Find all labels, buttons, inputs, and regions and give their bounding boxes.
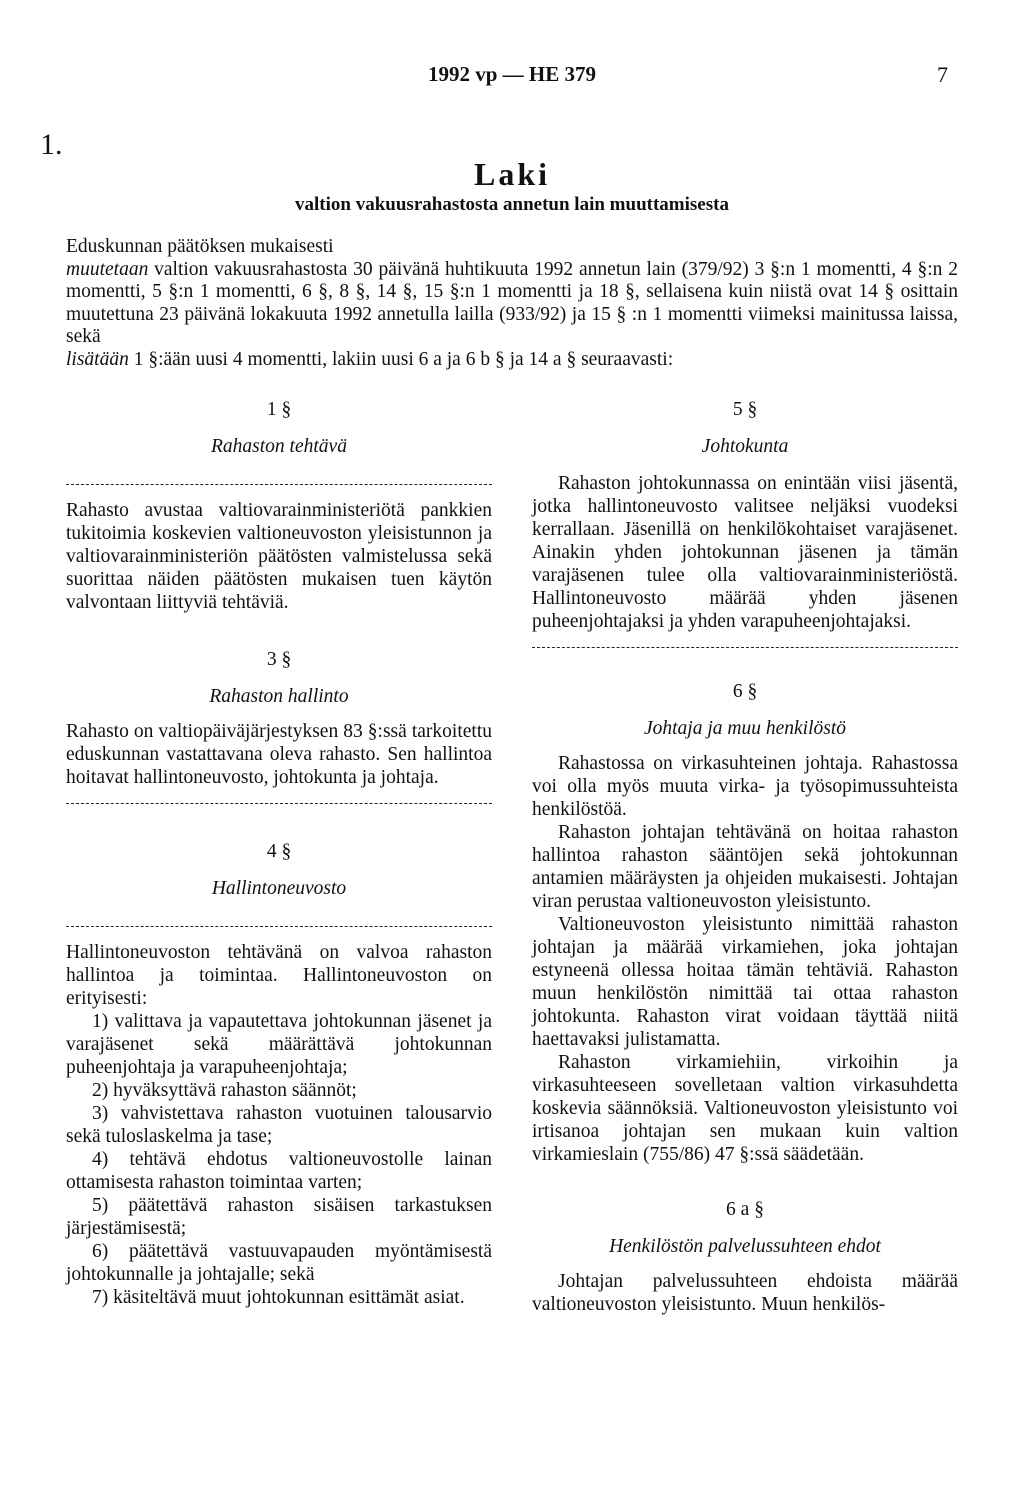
section-3-text: Rahasto on valtiopäiväjärjestyksen 83 §:ssä tarkoitettu eduskunnan vastattavana oleva rahasto. Sen hallintoa hoitavat hallintoneuvosto, johtokunta ja johtaja. <box>66 721 492 788</box>
section-6-number: 6 § <box>732 681 758 702</box>
section-3-number: 3 § <box>266 649 292 670</box>
section-6a-text: Johtajan palvelussuhteen ehdoista määrää valtioneuvoston yleisistunto. Muun henkilös- <box>532 1271 958 1315</box>
amend-text: valtion vakuusrahastosta 30 päivänä huhtikuuta 1992 annetun lain (379/92) 3 §:n 1 momentti, 4 §:n 2 momentti, 5 §:n 1 momentti, 6 §, 8 §, 14 §, 15 §:n 1 momentti ja 18 §, sellaisena kuin niistä ovat 14 § osittain muutettuna 23 päivänä lokakuuta 1992 annetulla lailla (933/92) ja 15 § :n 1 momentti viimeksi mainitussa laissa, sekä <box>66 258 958 347</box>
section-6a-number: 6 a § <box>726 1199 764 1220</box>
section-5-title: Johtokunta <box>701 436 789 457</box>
section-4-intro: Hallintoneuvoston tehtävänä on valvoa rahaston hallintoa ja toimintaa. Hallintoneuvoston on erityisesti: <box>66 942 492 1009</box>
section-4-title: Hallintoneuvosto <box>211 878 347 899</box>
preamble <box>66 236 958 371</box>
section-6-paragraph: Valtioneuvoston yleisistunto nimittää rahaston johtajan ja määrää virkamiehen, joka johtajan estyneenä ollessa hoitaa tämän tehtäviä. Rahaston muun henkilöstön nimittää tai ottaa rahaston johtokunta. Rahaston virat voidaan täyttää niitä haettavaksi julistamatta. <box>532 914 958 1050</box>
list-item: 4) tehtävä ehdotus valtioneuvostolle lainan ottamisesta rahaston toimintaa varten; <box>66 1149 492 1193</box>
list-item: 6) päätettävä vastuuvapauden myöntämisestä johtokunnalle ja johtajalle; sekä <box>66 1241 492 1285</box>
section-6a-title: Henkilöstön palvelussuhteen ehdot <box>609 1236 881 1257</box>
section-4-list <box>66 1010 492 1309</box>
section-6-title: Johtaja ja muu henkilöstö <box>643 718 847 739</box>
section-5-text: Rahaston johtokunnassa on enintään viisi jäsentä, jotka hallintoneuvosto valitsee neljäksi vuodeksi kerrallaan. Jäsenillä on henkilökohtaiset varajäsenet. Ainakin yhden johtokunnan jäsenen ja tämän varajäsenen tulee olla valtiovarainministeriöstä. Hallintoneuvosto määrää yhden jäsenen puheenjohtajaksi ja yhden varapuheenjohtajaksi. <box>532 473 958 632</box>
list-item: 5) päätettävä rahaston sisäisen tarkastuksen järjestämisestä; <box>66 1195 492 1239</box>
right-column <box>532 398 958 1316</box>
list-item: 3) vahvistettava rahaston vuotuinen talousarvio sekä tuloslaskelma ja tase; <box>66 1103 492 1147</box>
add-text: 1 §:ään uusi 4 momentti, lakiin uusi 6 a ja 6 b § ja 14 a § seuraavasti: <box>128 348 674 370</box>
preamble-amend <box>66 259 958 349</box>
section-5-number: 5 § <box>732 399 758 420</box>
item-number: 1. <box>40 128 63 161</box>
section-1-text: Rahasto avustaa valtiovarainministeriötä pankkien tukitoimia koskevien valtioneuvoston yleisistunnon ja valtiovarainministeriön päätösten valmistelussa sekä suorittaa näiden päätösten mukaisen tuen käytön valvontaan liittyviä tehtäviä. <box>66 500 492 613</box>
list-item: 1) valittava ja vapautettava johtokunnan jäsenet ja varajäsenet sekä määrättävä johtokunnan puheenjohtaja ja varapuheenjohtaja; <box>66 1011 492 1078</box>
section-4-number: 4 § <box>266 841 292 862</box>
running-head: 1992 vp — HE 379 <box>427 62 597 86</box>
preamble-add <box>66 349 958 372</box>
amend-word: muutetaan <box>66 258 149 280</box>
left-column <box>66 398 492 1309</box>
section-6-paragraph: Rahastossa on virkasuhteinen johtaja. Rahastossa voi olla myös muuta virka- ja työsopimussuhteista henkilöstöä. <box>532 753 958 820</box>
section-6-paragraph: Rahaston johtajan tehtävänä on hoitaa rahaston hallintoa rahaston sääntöjen sekä johtokunnan antamien määräysten ja ohjeiden mukaisesti. Johtajan viran perustaa valtioneuvoston yleisistunto. <box>532 822 958 912</box>
preamble-enactment: Eduskunnan päätöksen mukaisesti <box>66 236 334 257</box>
list-item: 7) käsiteltävä muut johtokunnan esittämät asiat. <box>92 1287 465 1308</box>
add-word: lisätään <box>66 348 129 370</box>
law-subtitle: valtion vakuusrahastosta annetun lain muuttamisesta <box>295 194 729 215</box>
section-1-title: Rahaston tehtävä <box>211 436 347 457</box>
section-1-number: 1 § <box>266 399 292 420</box>
section-3-title: Rahaston hallinto <box>209 686 349 707</box>
list-item: 2) hyväksyttävä rahaston säännöt; <box>92 1080 357 1101</box>
law-title: Laki <box>473 156 551 192</box>
page-number: 7 <box>937 62 948 87</box>
section-6-paragraph: Rahaston virkamiehiin, virkoihin ja virkasuhteeseen sovelletaan valtion virkasuhdetta koskevia säännöksiä. Valtioneuvoston yleisistunto voi irtisanoa johtajan sen mukaan kuin valtion virkamieslain (755/86) 47 §:ssä säädetään. <box>532 1052 958 1165</box>
